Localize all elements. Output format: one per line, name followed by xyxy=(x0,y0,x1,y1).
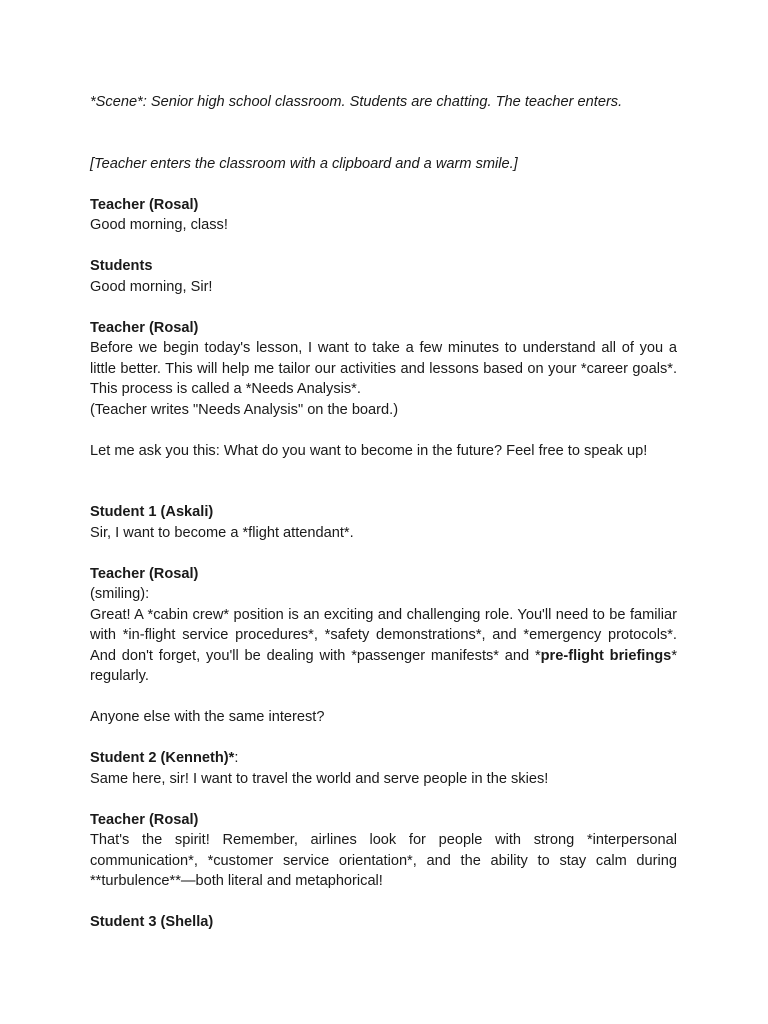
spacer xyxy=(90,687,677,708)
stage-direction: [Teacher enters the classroom with a clipboard and a warm smile.] xyxy=(90,155,518,172)
dialogue-line: Good morning, Sir! xyxy=(90,278,213,295)
spacer xyxy=(90,236,677,257)
speaker-name: Teacher (Rosal) xyxy=(90,196,199,213)
spacer xyxy=(90,728,677,749)
dialogue-followup: Let me ask you this: What do you want to become in the future? Feel free to speak up! xyxy=(90,442,648,459)
speaker-name: Students xyxy=(90,258,153,274)
speaker-direction: (smiling): xyxy=(90,586,150,602)
dialogue-followup: Anyone else with the same interest? xyxy=(90,709,325,725)
speaker-name: Teacher (Rosal) xyxy=(90,811,199,828)
speaker-name: Student 3 (Shella) xyxy=(90,914,214,930)
dialogue-text: Great! A *cabin crew* position is an exciting and challenging role. You'll need to be familiar with *in-flight service procedures*, *safety demonstrations*, and *emergency protocols*. And don't forget, you'll be dealing with *passenger manifests* and * xyxy=(90,606,677,664)
speaker-name: Student 1 (Askali) xyxy=(90,504,214,520)
spacer xyxy=(90,420,677,441)
speaker-name: Teacher (Rosal) xyxy=(90,565,199,582)
emphasized-term: pre-flight briefings xyxy=(540,647,672,664)
speaker-suffix: : xyxy=(234,750,239,766)
speaker-line xyxy=(90,748,677,769)
spacer xyxy=(90,297,677,318)
scene-heading: *Scene*: Senior high school classroom. Students are chatting. The teacher enters. xyxy=(90,94,623,110)
dialogue-text: * regularly. xyxy=(90,647,677,684)
dialogue-line: Same here, sir! I want to travel the world and serve people in the skies! xyxy=(90,770,549,787)
speaker-name: Teacher (Rosal) xyxy=(90,319,199,336)
stage-note: (Teacher writes "Needs Analysis" on the board.) xyxy=(90,401,399,418)
speaker-name: Student 2 (Kenneth)* xyxy=(90,750,235,766)
spacer xyxy=(90,543,677,564)
dialogue-line xyxy=(90,605,677,687)
script-content xyxy=(90,92,677,933)
dialogue-line: That's the spirit! Remember, airlines look for people with strong *interpersonal communication*, *customer service orientation*, and the ability to stay calm during **turbulence**—both literal and metaphorical! xyxy=(90,832,677,889)
spacer xyxy=(90,461,677,502)
dialogue-line: Before we begin today's lesson, I want to take a few minutes to understand all of you a little better. This will help me tailor our activities and lessons based on your *career goals*. This process is called a *Needs Analysis*. xyxy=(90,340,677,397)
dialogue-line: Good morning, class! xyxy=(90,217,228,233)
spacer xyxy=(90,789,677,810)
spacer xyxy=(90,174,677,195)
dialogue-line: Sir, I want to become a *flight attendant*. xyxy=(90,524,354,541)
spacer xyxy=(90,892,677,913)
spacer xyxy=(90,113,677,154)
